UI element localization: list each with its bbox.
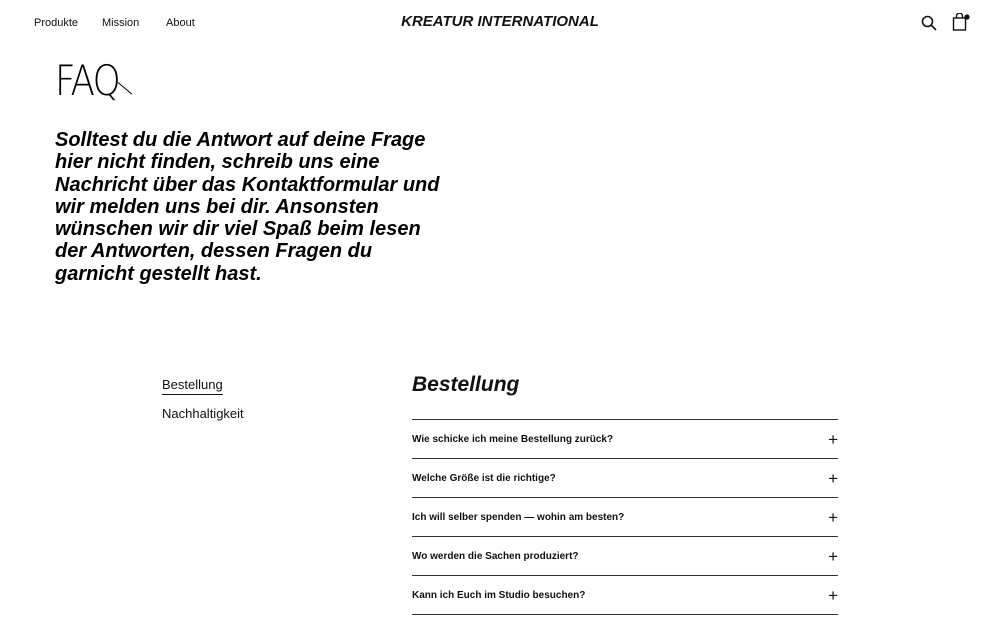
nav-mission[interactable]: Mission bbox=[102, 17, 140, 29]
nav-about[interactable]: About bbox=[166, 17, 195, 29]
category-bestellung[interactable]: Bestellung bbox=[162, 377, 223, 395]
plus-icon[interactable]: + bbox=[828, 585, 838, 605]
faq-question: Ich will selber spenden — wohin am besten? bbox=[412, 511, 625, 523]
nav-produkte[interactable]: Produkte bbox=[34, 17, 79, 29]
faq-title-decoration bbox=[118, 82, 132, 94]
faq-item[interactable] bbox=[412, 498, 838, 537]
plus-icon[interactable]: + bbox=[828, 429, 838, 449]
intro-text: Solltest du die Antwort auf deine Frage hier nicht finden, schreib uns eine Nachricht über das Kontaktformular und wir melden uns bei dir. Ansonsten wünschen wir dir viel Spaß beim lesen der Antworten, dessen Fragen du garnicht gestellt hast. bbox=[55, 129, 440, 285]
faq-item[interactable] bbox=[412, 459, 838, 498]
faq-question: Wie schicke ich meine Bestellung zurück? bbox=[412, 433, 614, 445]
plus-icon[interactable]: + bbox=[828, 546, 838, 566]
faq-question: Kann ich Euch im Studio besuchen? bbox=[412, 589, 586, 601]
page-title: FAQ bbox=[55, 56, 120, 105]
faq-question: Welche Größe ist die richtige? bbox=[412, 472, 556, 484]
brand-logo[interactable]: KREATUR INTERNATIONAL bbox=[401, 13, 599, 30]
faq-question: Wo werden die Sachen produziert? bbox=[412, 550, 579, 562]
faq-item[interactable] bbox=[412, 420, 838, 459]
plus-icon[interactable]: + bbox=[828, 507, 838, 527]
section-title: Bestellung bbox=[412, 373, 520, 396]
plus-icon[interactable]: + bbox=[828, 468, 838, 488]
faq-accordion bbox=[412, 419, 838, 615]
faq-item[interactable] bbox=[412, 576, 838, 615]
category-nachhaltigkeit[interactable]: Nachhaltigkeit bbox=[162, 406, 244, 421]
cart-icon[interactable] bbox=[952, 13, 970, 36]
faq-item[interactable] bbox=[412, 537, 838, 576]
search-icon[interactable] bbox=[921, 15, 937, 36]
